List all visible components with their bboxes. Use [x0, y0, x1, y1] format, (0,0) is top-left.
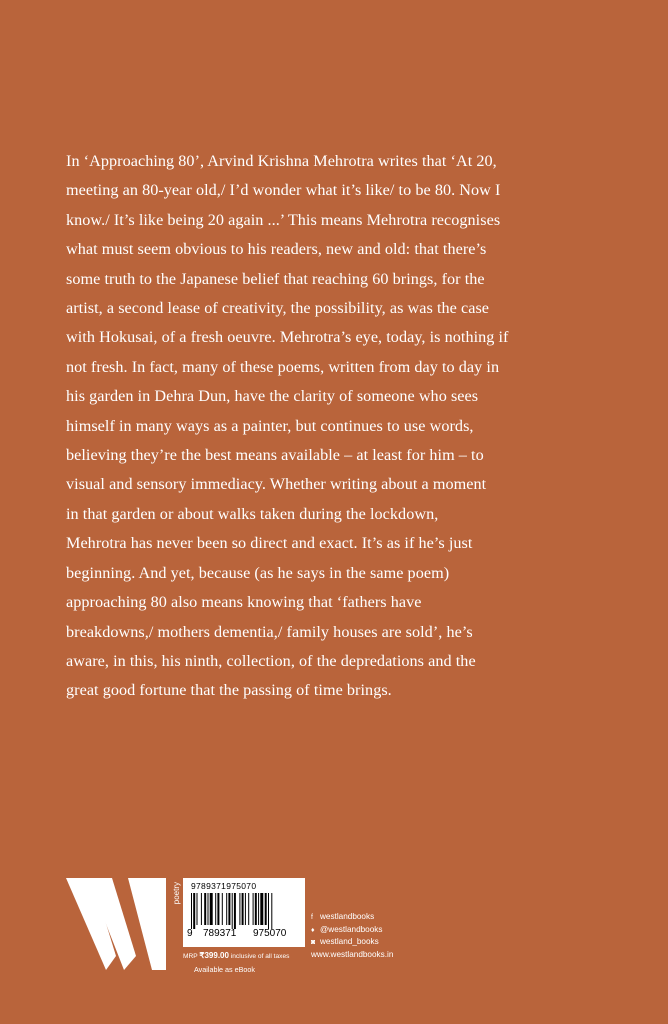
blurb-line: breakdowns,/ mothers dementia,/ family houses are sold’, he’s: [66, 622, 473, 641]
blurb-line: believing they’re the best means available – at least for him – to: [66, 446, 484, 465]
blurb-line: In ‘Approaching 80’, Arvind Krishna Mehrotra writes that ‘At 20,: [66, 152, 497, 170]
website-url: www.westlandbooks.in: [311, 949, 394, 959]
barcode-bar: [258, 893, 259, 925]
barcode-bar: [222, 893, 223, 925]
blurb-line: Mehrotra has never been so direct and exact. It’s as if he’s just: [66, 534, 473, 553]
twitter-link[interactable]: [311, 924, 393, 937]
twitter-icon: ♦: [311, 926, 315, 934]
blurb-line: not fresh. In fact, many of these poems, written from day to day in: [66, 357, 500, 376]
barcode-bar: [228, 893, 230, 925]
barcode-bar: [191, 893, 192, 929]
blurb-line: what must seem obvious to his readers, new and old: that there’s: [66, 240, 487, 259]
blurb-line: in that garden or about walks taken during the lockdown,: [66, 504, 439, 523]
barcode-bar: [255, 893, 257, 925]
barcode-bars: [191, 893, 301, 929]
barcode-bar: [204, 893, 206, 925]
westland-logo-icon: [66, 878, 166, 970]
twitter-handle: @westlandbooks: [320, 924, 383, 934]
social-links: [311, 911, 393, 961]
barcode-bar: [245, 893, 246, 925]
barcode-bar: [215, 893, 216, 925]
website-link[interactable]: [311, 949, 393, 962]
blurb-line: some truth to the Japanese belief that reaching 60 brings, for the: [66, 269, 485, 288]
blurb-line: with Hokusai, of a fresh oeuvre. Mehrotra’s eye, today, is nothing if: [66, 328, 509, 347]
barcode-bar: [260, 893, 263, 925]
blurb-line: aware, in this, his ninth, collection, of the depredations and the: [66, 651, 476, 670]
barcode-bar: [217, 893, 219, 925]
instagram-link[interactable]: [311, 936, 393, 949]
barcode-bar: [248, 893, 249, 925]
barcode-digit-group: 789371: [203, 928, 237, 939]
barcode-digit-group: 975070: [253, 928, 287, 939]
facebook-handle: westlandbooks: [320, 912, 375, 921]
price-amount: ₹399.00: [199, 951, 229, 960]
barcode-digit-group: 9: [187, 928, 193, 939]
barcode-bar: [265, 893, 267, 925]
facebook-icon: f: [311, 914, 313, 921]
barcode-bar: [197, 893, 198, 925]
back-cover-blurb: [66, 147, 646, 706]
price-note: inclusive of all taxes: [230, 953, 290, 960]
blurb-line: visual and sensory immediacy. Whether writing about a moment: [66, 475, 487, 494]
barcode-bar: [201, 893, 202, 925]
barcode-bar: [210, 893, 213, 925]
instagram-handle: westland_books: [320, 937, 379, 946]
blurb-line: approaching 80 also means knowing that ‘fathers have: [66, 593, 422, 612]
instagram-icon: ◙: [311, 939, 316, 946]
barcode-bar: [268, 893, 269, 929]
price-label: MRP: [183, 953, 198, 960]
barcode-bar: [208, 893, 209, 925]
barcode-bar: [271, 893, 272, 929]
barcode-bar: [239, 893, 240, 925]
blurb-line: know./ It’s like being 20 again ...’ This means Mehrotra recognises: [66, 210, 501, 229]
barcode-bar: [193, 893, 195, 929]
blurb-line: beginning. And yet, because (as he says in the same poem): [66, 563, 450, 582]
isbn-number: 9789371975070: [191, 881, 257, 891]
ebook-availability: Available as eBook: [194, 965, 256, 974]
barcode-bar: [234, 893, 236, 929]
blurb-line: meeting an 80-year old,/ I’d wonder what it’s like/ to be 80. Now I: [66, 181, 501, 200]
blurb-line: himself in many ways as a painter, but continues to use words,: [66, 416, 474, 435]
barcode: [183, 878, 305, 947]
barcode-bar: [253, 893, 254, 925]
barcode-bar: [232, 893, 233, 929]
barcode-bar: [226, 893, 227, 925]
barcode-bar: [242, 893, 244, 925]
blurb-line: great good fortune that the passing of time brings.: [66, 681, 392, 700]
blurb-line: his garden in Dehra Dun, have the clarity of someone who sees: [66, 387, 479, 406]
genre-label: poetry: [172, 882, 181, 905]
facebook-link[interactable]: [311, 911, 393, 924]
blurb-line: artist, a second lease of creativity, the possibility, as was the case: [66, 299, 490, 318]
